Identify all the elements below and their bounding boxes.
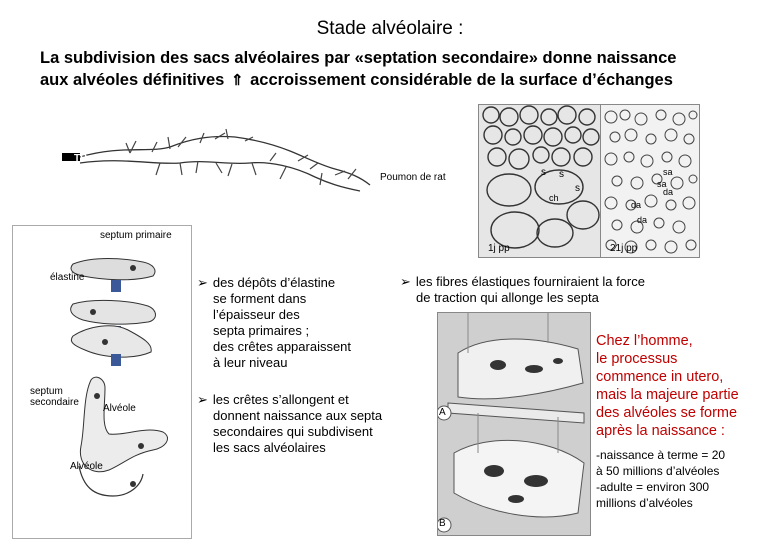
human-line-3: commence in utero, bbox=[596, 369, 724, 385]
bullet-1-line-2: se forment dans bbox=[213, 291, 307, 306]
human-line-6: après la naissance : bbox=[596, 423, 725, 439]
septa-3d-model-photo bbox=[437, 312, 591, 536]
subtitle-line-1: La subdivision des sacs alvéolaires par «septation secondaire» donne naissance bbox=[40, 49, 677, 67]
subtitle-line-2 bbox=[40, 69, 770, 92]
septation-diagram bbox=[13, 226, 191, 538]
micrograph-21day-image bbox=[601, 105, 699, 257]
septa-3d-model-image bbox=[438, 313, 590, 535]
bullet-3-line-2: donnent naissance aux septa bbox=[213, 408, 383, 423]
count-line-4: millions d’alvéoles bbox=[596, 496, 693, 510]
count-line-1: -naissance à terme = 20 bbox=[596, 448, 726, 462]
bullet-3-line-1: ➢ les crêtes s’allongent et bbox=[197, 392, 417, 408]
bullet-2-line-2: de traction qui allonge les septa bbox=[416, 290, 599, 305]
alveoli-counts bbox=[596, 447, 776, 511]
mark-da-2: da bbox=[631, 200, 642, 210]
label-elastine: élastine bbox=[50, 272, 85, 283]
mark-s-2: s bbox=[559, 169, 564, 180]
label-alveole-2: Alvéole bbox=[70, 461, 103, 472]
count-line-2: à 50 millions d’alvéoles bbox=[596, 464, 720, 478]
bullet-1-line-3: l’épaisseur des bbox=[213, 307, 300, 322]
micrograph-1day bbox=[478, 104, 602, 258]
bullet-fibres bbox=[400, 274, 700, 306]
micrograph-label-1day: 1j pp bbox=[488, 243, 510, 254]
mark-s-3: s bbox=[575, 183, 580, 194]
airway-tree-diagram bbox=[60, 125, 380, 195]
bullet-3-line-3: secondaires qui subdivisent bbox=[213, 424, 373, 439]
subtitle bbox=[40, 47, 770, 92]
subtitle-line-2b: accroissement considérable de la surface d’échanges bbox=[250, 71, 673, 89]
count-line-3: -adulte = environ 300 bbox=[596, 480, 710, 494]
bullet-1-line-4: septa primaires ; bbox=[213, 323, 310, 338]
bullet-1-line-5: des crêtes apparaissent bbox=[213, 339, 352, 354]
bullet-elastine bbox=[197, 275, 387, 371]
septation-panel bbox=[12, 225, 192, 539]
human-process-text bbox=[596, 332, 776, 440]
micrograph-21day bbox=[600, 104, 700, 258]
mark-sa-2: sa bbox=[657, 179, 667, 189]
label-septum-secondaire-2: secondaire bbox=[30, 397, 79, 408]
human-line-2: le processus bbox=[596, 351, 678, 367]
label-septum-primaire: septum primaire bbox=[100, 230, 172, 241]
mark-da-3: da bbox=[637, 215, 648, 225]
bullet-1-line-1: ➢ des dépôts d’élastine bbox=[197, 275, 387, 291]
bullet-2-line-1: ➢ les fibres élastiques fourniraient la force bbox=[400, 274, 700, 290]
label-septum-secondaire-1: septum bbox=[30, 386, 63, 397]
human-line-1: Chez l’homme, bbox=[596, 333, 693, 349]
human-line-4: mais la majeure partie bbox=[596, 387, 739, 403]
bullet-1-line-6: à leur niveau bbox=[213, 355, 288, 370]
bullet-cretes bbox=[197, 392, 417, 456]
human-line-5: des alvéoles se forme bbox=[596, 405, 738, 421]
label-septum-secondaire bbox=[30, 386, 79, 408]
micrograph-label-21day: 21j pp bbox=[610, 243, 638, 254]
mark-sa-1: sa bbox=[663, 167, 673, 177]
micrograph-caption: Poumon de rat bbox=[380, 172, 446, 183]
micrograph-1day-image bbox=[479, 105, 601, 257]
mark-da-1: da bbox=[663, 187, 674, 197]
airway-outline-bottom bbox=[80, 161, 360, 191]
page-title: Stade alvéolaire : bbox=[316, 18, 464, 39]
arrow-up-icon: ⇑ bbox=[230, 72, 244, 89]
bullet-3-line-4: les sacs alvéolaires bbox=[213, 440, 326, 455]
photo-label-a: A bbox=[439, 407, 446, 418]
subtitle-line-2a: aux alvéoles définitives bbox=[40, 71, 225, 89]
tb-label: TB bbox=[74, 153, 88, 164]
mark-ch: ch bbox=[549, 193, 559, 203]
photo-label-b: B bbox=[439, 518, 446, 529]
label-alveole-1: Alvéole bbox=[103, 403, 136, 414]
mark-s-1: s bbox=[541, 167, 546, 178]
